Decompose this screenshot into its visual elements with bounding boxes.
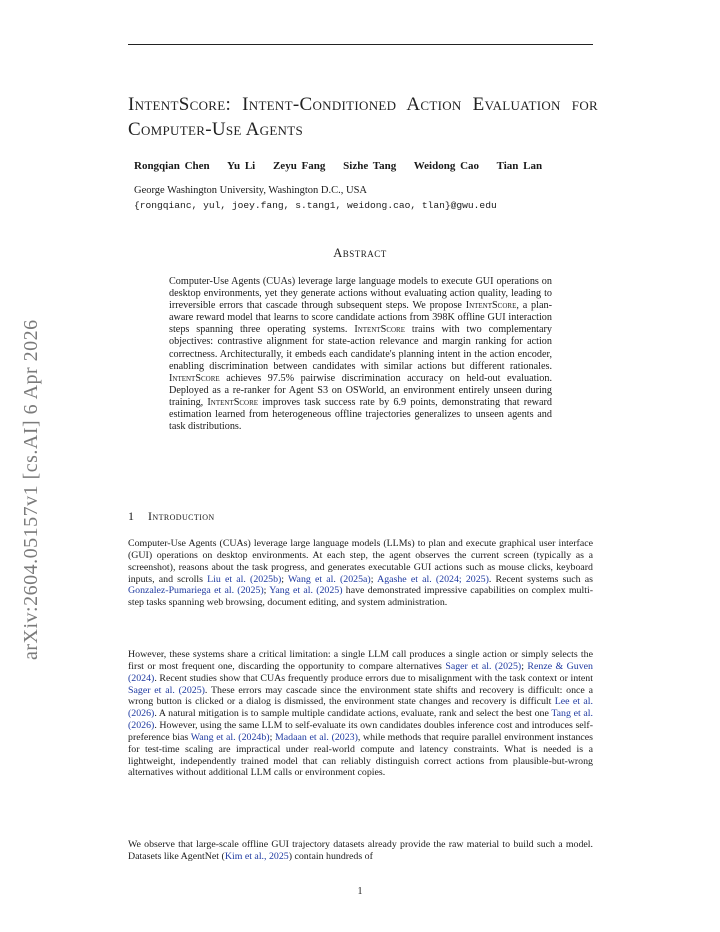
affiliation: George Washington University, Washington D.C., USA <box>134 185 367 196</box>
intro-paragraph-3 <box>128 839 593 863</box>
author-emails: {rongqianc, yul, joey.fang, s.tang1, weidong.cao, tlan}@gwu.edu <box>134 200 497 211</box>
citation-link[interactable]: Tang et al. (2026) <box>128 708 593 732</box>
abstract-heading: Abstract <box>333 246 387 260</box>
author-name: Zeyu Fang <box>272 160 326 172</box>
abstract-body <box>169 276 552 433</box>
intro-paragraph-2 <box>128 649 593 779</box>
page-number: 1 <box>357 886 363 897</box>
paragraph-text: We observe that large-scale offline GUI trajectory datasets already provide the raw material to build such a model. Datasets like AgentNet ( <box>128 839 593 862</box>
citation-link[interactable]: Madaan et al. (2023) <box>275 731 358 743</box>
arxiv-identifier[interactable]: arXiv:2604.05157v1 [cs.AI] 6 Apr 2026 <box>20 319 42 660</box>
citation-link[interactable]: Gonzalez-Pumariega et al. (2025) <box>128 585 264 597</box>
method-name: IntentScore <box>465 300 517 312</box>
citation-link[interactable]: Sager et al. (2025) <box>445 660 522 672</box>
top-rule <box>128 44 593 45</box>
citation-separator: ; <box>263 585 270 597</box>
citation-separator: ; <box>269 731 275 743</box>
citation-link[interactable]: Lee et al. (2026) <box>128 696 593 720</box>
author-name: Rongqian Chen <box>134 160 210 172</box>
method-name: IntentScore <box>169 372 220 384</box>
abstract-text: trains with two complementary objectives: contrastive alignment for state-action relevance and margin ranking for action correctness. Architecturally, it embeds each candidate's planning intent in the action encoder, enabling discrimination between candidates with similar actions but different rationales. <box>169 324 553 372</box>
section-number: 1 <box>128 509 134 523</box>
citation-separator: ; <box>521 660 528 672</box>
citation-link[interactable]: Sager et al. (2025) <box>128 684 205 696</box>
paragraph-text: , while methods that require parallel environment instances for test-time scaling are impractical under real-world compute and latency constraints. What is needed is a lightweight, independently trained model that can reliably distinguish correct actions from plausible-but-wrong alternatives without additional LLM calls or environment copies. <box>128 731 593 779</box>
paragraph-text: have demonstrated impressive capabilities on complex multi-step tasks spanning web browsing, document editing, and system administration. <box>128 585 593 609</box>
section-heading-introduction <box>128 509 215 524</box>
paper-title: IntentScore: Intent-Conditioned Action Evaluation for Computer-Use Agents <box>128 94 598 140</box>
paragraph-text: . These errors may cascade since the environment state shifts and recovery is difficult: once a wrong button is clicked or a dialog is dismissed, the environment state changes and recovery is difficult <box>128 684 593 708</box>
citation-link[interactable]: Liu et al. (2025b) <box>207 573 282 585</box>
intro-paragraph-1 <box>128 538 593 609</box>
paragraph-text: Computer-Use Agents (CUAs) leverage large language models (LLMs) to plan and execute graphical user interface (GUI) operations on desktop environments. At each step, the agent observes the current screen (typically as a screenshot), reasons about the task progress, and generates executable GUI actions such as mouse clicks, keyboard inputs, and scrolls <box>128 538 593 585</box>
paragraph-text: . Recent systems such as <box>488 573 593 585</box>
author-name: Yu Li <box>227 160 256 172</box>
citation-separator: ; <box>281 573 289 585</box>
citation-separator: ; <box>370 573 378 585</box>
author-name: Sizhe Tang <box>343 160 397 172</box>
citation-link[interactable]: Wang et al. (2024b) <box>190 731 270 743</box>
method-name: IntentScore <box>207 396 259 408</box>
abstract-text: Computer-Use Agents (CUAs) leverage large language models to execute GUI operations on desktop environments, yet they generate actions without evaluating action quality, leading to irreversible errors that cascade through subsequent steps. We propose <box>169 276 552 312</box>
abstract-text: improves task success rate by 6.9 points, demonstrating that reward estimation learned from heterogeneous offline trajectories generalizes to unseen agents and task distributions. <box>169 396 552 433</box>
section-title: Introduction <box>148 509 215 523</box>
paragraph-text: ) contain hundreds of <box>288 850 373 862</box>
paragraph-text: . However, using the same LLM to self-evaluate its own candidates doubles inference cost and introduces self-preference bias <box>128 720 593 743</box>
author-list <box>134 160 614 172</box>
citation-link[interactable]: Agashe et al. (2024; 2025) <box>377 573 489 585</box>
citation-link[interactable]: Renze & Guven (2024) <box>128 660 593 684</box>
abstract-text: , a plan-aware reward model that learns to score candidate actions from 398K offline GUI interaction steps spanning three operating systems. <box>169 300 552 336</box>
citation-link[interactable]: Wang et al. (2025a) <box>288 573 371 585</box>
citation-link[interactable]: Yang et al. (2025) <box>269 585 343 597</box>
author-name: Tian Lan <box>496 160 543 172</box>
abstract-text: achieves 97.5% pairwise discrimination accuracy on held-out evaluation. Deployed as a re-ranker for Agent S3 on OSWorld, an environment entirely unseen during training, <box>169 372 552 408</box>
author-name: Weidong Cao <box>413 160 480 172</box>
paragraph-text: . Recent studies show that CUAs frequently produce errors due to misalignment with the task context or intent <box>154 672 593 684</box>
paragraph-text: . A natural mitigation is to sample multiple candidate actions, evaluate, rank and select the best one <box>154 708 552 720</box>
paragraph-text: However, these systems share a critical limitation: a single LLM call produces a single action or simply selects the first or most frequent one, discarding the opportunity to compare alternatives <box>128 649 593 672</box>
method-name: IntentScore <box>354 324 405 336</box>
citation-link[interactable]: Kim et al., 2025 <box>224 850 289 862</box>
